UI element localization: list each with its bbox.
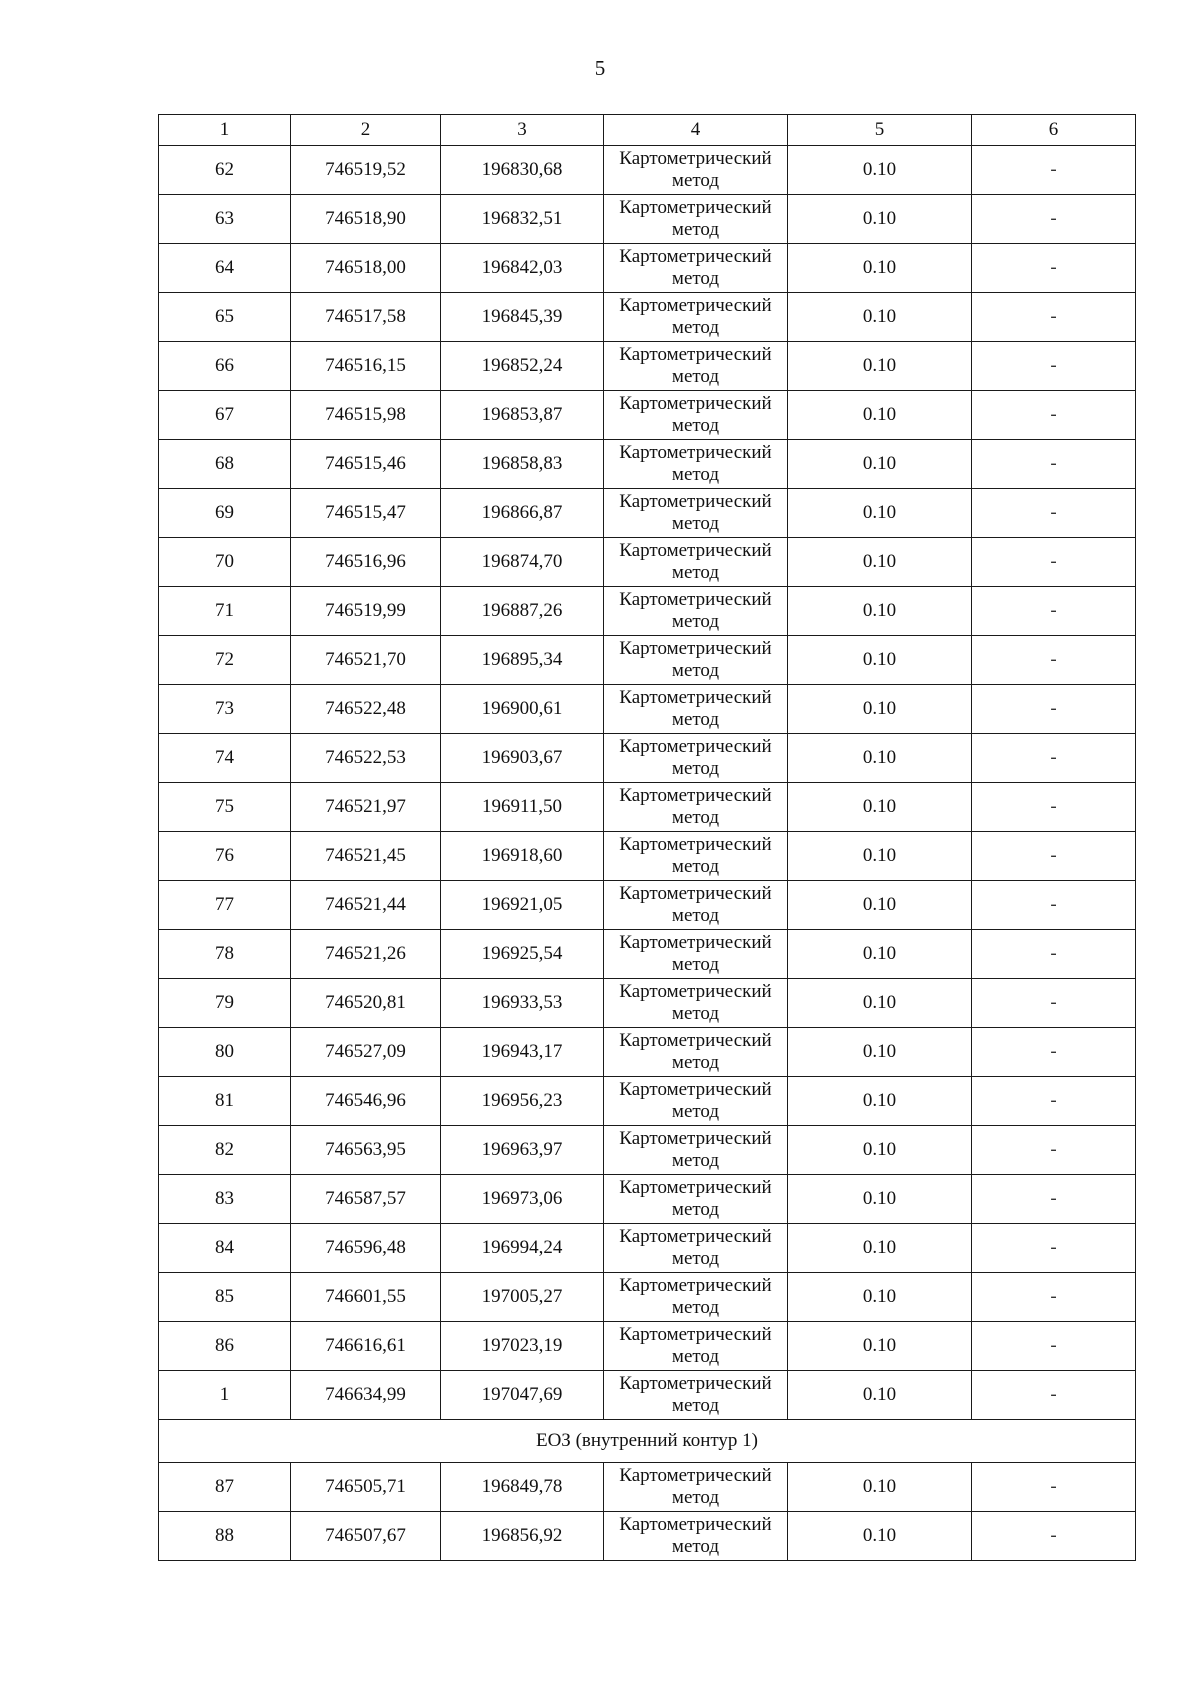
precision-cell: 0.10: [788, 440, 972, 489]
method-line-2: метод: [671, 268, 720, 289]
x-coordinate-cell: 746517,58: [291, 293, 441, 342]
point-number-cell: 78: [159, 930, 291, 979]
y-coordinate-cell: 196943,17: [441, 1028, 604, 1077]
table-row: [159, 1463, 1136, 1512]
precision-cell: 0.10: [788, 979, 972, 1028]
x-coordinate-cell: 746515,47: [291, 489, 441, 538]
method-line-1: Картометрический: [619, 1128, 772, 1149]
y-coordinate-cell: 196852,24: [441, 342, 604, 391]
precision-cell: 0.10: [788, 636, 972, 685]
method-cell: [604, 1077, 788, 1126]
method-line-1: Картометрический: [619, 785, 772, 806]
y-coordinate-cell: 196874,70: [441, 538, 604, 587]
point-number-cell: 68: [159, 440, 291, 489]
table-row: [159, 489, 1136, 538]
method-cell: [604, 1371, 788, 1420]
page-number: 5: [594, 56, 606, 80]
note-cell: -: [972, 881, 1136, 930]
y-coordinate-cell: 196832,51: [441, 195, 604, 244]
precision-cell: 0.10: [788, 1371, 972, 1420]
point-number-cell: 64: [159, 244, 291, 293]
precision-cell: 0.10: [788, 1224, 972, 1273]
point-number-cell: 76: [159, 832, 291, 881]
precision-cell: 0.10: [788, 1077, 972, 1126]
note-cell: -: [972, 1512, 1136, 1561]
x-coordinate-cell: 746546,96: [291, 1077, 441, 1126]
method-line-1: Картометрический: [619, 1079, 772, 1100]
table-row: [159, 1224, 1136, 1273]
y-coordinate-cell: 196933,53: [441, 979, 604, 1028]
note-cell: -: [972, 636, 1136, 685]
method-line-2: метод: [671, 709, 720, 730]
method-line-2: метод: [671, 1487, 720, 1508]
method-line-2: метод: [671, 611, 720, 632]
x-coordinate-cell: 746596,48: [291, 1224, 441, 1273]
precision-cell: 0.10: [788, 489, 972, 538]
note-cell: -: [972, 440, 1136, 489]
method-cell: [604, 1126, 788, 1175]
method-line-2: метод: [671, 317, 720, 338]
precision-cell: 0.10: [788, 1028, 972, 1077]
point-number-cell: 75: [159, 783, 291, 832]
method-line-2: метод: [671, 905, 720, 926]
y-coordinate-cell: 196887,26: [441, 587, 604, 636]
table-row: [159, 1322, 1136, 1371]
method-cell: [604, 1322, 788, 1371]
column-header: 5: [788, 115, 972, 146]
x-coordinate-cell: 746519,99: [291, 587, 441, 636]
method-line-1: Картометрический: [619, 1514, 772, 1535]
method-line-2: метод: [671, 1199, 720, 1220]
x-coordinate-cell: 746515,98: [291, 391, 441, 440]
point-number-cell: 84: [159, 1224, 291, 1273]
y-coordinate-cell: 196895,34: [441, 636, 604, 685]
precision-cell: 0.10: [788, 293, 972, 342]
table-row: [159, 930, 1136, 979]
column-header: 2: [291, 115, 441, 146]
method-line-1: Картометрический: [619, 540, 772, 561]
x-coordinate-cell: 746522,48: [291, 685, 441, 734]
table-row: [159, 195, 1136, 244]
method-line-1: Картометрический: [619, 1324, 772, 1345]
point-number-cell: 66: [159, 342, 291, 391]
method-cell: [604, 195, 788, 244]
point-number-cell: 80: [159, 1028, 291, 1077]
y-coordinate-cell: 196903,67: [441, 734, 604, 783]
y-coordinate-cell: 196856,92: [441, 1512, 604, 1561]
table-row: [159, 391, 1136, 440]
table-row: [159, 636, 1136, 685]
inner-rows: [159, 1463, 1136, 1561]
main-rows: [159, 146, 1136, 1420]
table-row: [159, 1175, 1136, 1224]
method-line-2: метод: [671, 1536, 720, 1557]
table-row: [159, 342, 1136, 391]
precision-cell: 0.10: [788, 538, 972, 587]
note-cell: -: [972, 832, 1136, 881]
precision-cell: 0.10: [788, 342, 972, 391]
point-number-cell: 70: [159, 538, 291, 587]
precision-cell: 0.10: [788, 832, 972, 881]
precision-cell: 0.10: [788, 195, 972, 244]
y-coordinate-cell: 196925,54: [441, 930, 604, 979]
method-cell: [604, 783, 788, 832]
method-line-2: метод: [671, 1297, 720, 1318]
section-row: [159, 1420, 1136, 1463]
table-row: [159, 538, 1136, 587]
method-line-2: метод: [671, 464, 720, 485]
method-line-2: метод: [671, 415, 720, 436]
table-row: [159, 1077, 1136, 1126]
note-cell: -: [972, 391, 1136, 440]
note-cell: -: [972, 783, 1136, 832]
table-row: [159, 979, 1136, 1028]
y-coordinate-cell: 196900,61: [441, 685, 604, 734]
precision-cell: 0.10: [788, 685, 972, 734]
method-line-1: Картометрический: [619, 442, 772, 463]
method-line-1: Картометрический: [619, 1177, 772, 1198]
method-line-2: метод: [671, 807, 720, 828]
precision-cell: 0.10: [788, 587, 972, 636]
method-cell: [604, 1273, 788, 1322]
point-number-cell: 73: [159, 685, 291, 734]
note-cell: -: [972, 342, 1136, 391]
x-coordinate-cell: 746616,61: [291, 1322, 441, 1371]
precision-cell: 0.10: [788, 1175, 972, 1224]
x-coordinate-cell: 746507,67: [291, 1512, 441, 1561]
method-cell: [604, 587, 788, 636]
method-cell: [604, 146, 788, 195]
method-line-2: метод: [671, 660, 720, 681]
precision-cell: 0.10: [788, 391, 972, 440]
x-coordinate-cell: 746505,71: [291, 1463, 441, 1512]
method-line-1: Картометрический: [619, 834, 772, 855]
precision-cell: 0.10: [788, 244, 972, 293]
method-line-1: Картометрический: [619, 148, 772, 169]
method-line-1: Картометрический: [619, 393, 772, 414]
method-line-2: метод: [671, 366, 720, 387]
point-number-cell: 82: [159, 1126, 291, 1175]
table-row: [159, 440, 1136, 489]
table-row: [159, 832, 1136, 881]
x-coordinate-cell: 746518,90: [291, 195, 441, 244]
note-cell: -: [972, 146, 1136, 195]
note-cell: -: [972, 1126, 1136, 1175]
precision-cell: 0.10: [788, 1512, 972, 1561]
method-cell: [604, 881, 788, 930]
y-coordinate-cell: 196911,50: [441, 783, 604, 832]
precision-cell: 0.10: [788, 1126, 972, 1175]
section-title: ЕОЗ (внутренний контур 1): [159, 1420, 1136, 1463]
y-coordinate-cell: 196973,06: [441, 1175, 604, 1224]
note-cell: -: [972, 538, 1136, 587]
note-cell: -: [972, 1463, 1136, 1512]
x-coordinate-cell: 746563,95: [291, 1126, 441, 1175]
method-line-1: Картометрический: [619, 197, 772, 218]
x-coordinate-cell: 746601,55: [291, 1273, 441, 1322]
point-number-cell: 88: [159, 1512, 291, 1561]
method-cell: [604, 930, 788, 979]
method-cell: [604, 979, 788, 1028]
x-coordinate-cell: 746522,53: [291, 734, 441, 783]
note-cell: -: [972, 244, 1136, 293]
point-number-cell: 85: [159, 1273, 291, 1322]
method-line-2: метод: [671, 1003, 720, 1024]
method-line-2: метод: [671, 1395, 720, 1416]
method-line-1: Картометрический: [619, 883, 772, 904]
method-cell: [604, 293, 788, 342]
note-cell: -: [972, 685, 1136, 734]
x-coordinate-cell: 746634,99: [291, 1371, 441, 1420]
method-line-1: Картометрический: [619, 589, 772, 610]
method-line-2: метод: [671, 219, 720, 240]
method-cell: [604, 685, 788, 734]
method-line-1: Картометрический: [619, 638, 772, 659]
point-number-cell: 71: [159, 587, 291, 636]
y-coordinate-cell: 197023,19: [441, 1322, 604, 1371]
table-row: [159, 293, 1136, 342]
coordinates-table: [158, 114, 1136, 1561]
method-line-1: Картометрический: [619, 932, 772, 953]
table-row: [159, 734, 1136, 783]
method-line-2: метод: [671, 562, 720, 583]
point-number-cell: 65: [159, 293, 291, 342]
y-coordinate-cell: 196858,83: [441, 440, 604, 489]
method-line-1: Картометрический: [619, 295, 772, 316]
point-number-cell: 1: [159, 1371, 291, 1420]
method-line-1: Картометрический: [619, 687, 772, 708]
method-line-2: метод: [671, 1101, 720, 1122]
note-cell: -: [972, 1273, 1136, 1322]
y-coordinate-cell: 197047,69: [441, 1371, 604, 1420]
point-number-cell: 67: [159, 391, 291, 440]
note-cell: -: [972, 979, 1136, 1028]
precision-cell: 0.10: [788, 1273, 972, 1322]
y-coordinate-cell: 196842,03: [441, 244, 604, 293]
method-cell: [604, 1224, 788, 1273]
point-number-cell: 86: [159, 1322, 291, 1371]
table-row: [159, 685, 1136, 734]
x-coordinate-cell: 746519,52: [291, 146, 441, 195]
x-coordinate-cell: 746521,97: [291, 783, 441, 832]
table-row: [159, 1371, 1136, 1420]
note-cell: -: [972, 587, 1136, 636]
y-coordinate-cell: 196994,24: [441, 1224, 604, 1273]
note-cell: -: [972, 1028, 1136, 1077]
table-row: [159, 1512, 1136, 1561]
method-line-2: метод: [671, 170, 720, 191]
method-line-2: метод: [671, 513, 720, 534]
table-row: [159, 1273, 1136, 1322]
point-number-cell: 62: [159, 146, 291, 195]
method-cell: [604, 1512, 788, 1561]
precision-cell: 0.10: [788, 881, 972, 930]
method-cell: [604, 489, 788, 538]
y-coordinate-cell: 196963,97: [441, 1126, 604, 1175]
table-row: [159, 783, 1136, 832]
y-coordinate-cell: 196853,87: [441, 391, 604, 440]
method-line-1: Картометрический: [619, 1226, 772, 1247]
x-coordinate-cell: 746587,57: [291, 1175, 441, 1224]
x-coordinate-cell: 746520,81: [291, 979, 441, 1028]
note-cell: -: [972, 489, 1136, 538]
x-coordinate-cell: 746521,45: [291, 832, 441, 881]
column-header: 4: [604, 115, 788, 146]
table-row: [159, 1028, 1136, 1077]
method-line-1: Картометрический: [619, 246, 772, 267]
method-cell: [604, 636, 788, 685]
method-line-2: метод: [671, 954, 720, 975]
method-line-1: Картометрический: [619, 1373, 772, 1394]
point-number-cell: 72: [159, 636, 291, 685]
method-line-1: Картометрический: [619, 1275, 772, 1296]
method-cell: [604, 1175, 788, 1224]
column-header: 3: [441, 115, 604, 146]
method-line-1: Картометрический: [619, 1465, 772, 1486]
column-header: 6: [972, 115, 1136, 146]
header-row: [159, 115, 1136, 146]
method-cell: [604, 832, 788, 881]
precision-cell: 0.10: [788, 146, 972, 195]
method-line-2: метод: [671, 856, 720, 877]
method-cell: [604, 391, 788, 440]
method-cell: [604, 440, 788, 489]
point-number-cell: 81: [159, 1077, 291, 1126]
column-header: 1: [159, 115, 291, 146]
note-cell: -: [972, 1175, 1136, 1224]
method-line-2: метод: [671, 1150, 720, 1171]
point-number-cell: 79: [159, 979, 291, 1028]
note-cell: -: [972, 734, 1136, 783]
note-cell: -: [972, 1322, 1136, 1371]
table-row: [159, 146, 1136, 195]
method-line-2: метод: [671, 1052, 720, 1073]
y-coordinate-cell: 196866,87: [441, 489, 604, 538]
table-row: [159, 244, 1136, 293]
y-coordinate-cell: 196845,39: [441, 293, 604, 342]
x-coordinate-cell: 746527,09: [291, 1028, 441, 1077]
x-coordinate-cell: 746521,44: [291, 881, 441, 930]
note-cell: -: [972, 1371, 1136, 1420]
note-cell: -: [972, 930, 1136, 979]
precision-cell: 0.10: [788, 930, 972, 979]
method-line-2: метод: [671, 1248, 720, 1269]
x-coordinate-cell: 746521,70: [291, 636, 441, 685]
y-coordinate-cell: 196849,78: [441, 1463, 604, 1512]
point-number-cell: 77: [159, 881, 291, 930]
y-coordinate-cell: 197005,27: [441, 1273, 604, 1322]
note-cell: -: [972, 1224, 1136, 1273]
method-line-2: метод: [671, 758, 720, 779]
precision-cell: 0.10: [788, 783, 972, 832]
method-line-1: Картометрический: [619, 491, 772, 512]
point-number-cell: 74: [159, 734, 291, 783]
point-number-cell: 63: [159, 195, 291, 244]
point-number-cell: 83: [159, 1175, 291, 1224]
x-coordinate-cell: 746516,96: [291, 538, 441, 587]
y-coordinate-cell: 196918,60: [441, 832, 604, 881]
point-number-cell: 87: [159, 1463, 291, 1512]
table-row: [159, 1126, 1136, 1175]
precision-cell: 0.10: [788, 734, 972, 783]
method-cell: [604, 342, 788, 391]
note-cell: -: [972, 293, 1136, 342]
x-coordinate-cell: 746521,26: [291, 930, 441, 979]
point-number-cell: 69: [159, 489, 291, 538]
x-coordinate-cell: 746516,15: [291, 342, 441, 391]
note-cell: -: [972, 195, 1136, 244]
method-cell: [604, 1463, 788, 1512]
precision-cell: 0.10: [788, 1322, 972, 1371]
table-row: [159, 587, 1136, 636]
y-coordinate-cell: 196956,23: [441, 1077, 604, 1126]
method-cell: [604, 734, 788, 783]
method-cell: [604, 1028, 788, 1077]
x-coordinate-cell: 746518,00: [291, 244, 441, 293]
note-cell: -: [972, 1077, 1136, 1126]
y-coordinate-cell: 196921,05: [441, 881, 604, 930]
method-cell: [604, 244, 788, 293]
method-line-1: Картометрический: [619, 1030, 772, 1051]
table-row: [159, 881, 1136, 930]
method-line-1: Картометрический: [619, 981, 772, 1002]
x-coordinate-cell: 746515,46: [291, 440, 441, 489]
section-block: [159, 1420, 1136, 1463]
method-line-1: Картометрический: [619, 736, 772, 757]
method-cell: [604, 538, 788, 587]
y-coordinate-cell: 196830,68: [441, 146, 604, 195]
method-line-1: Картометрический: [619, 344, 772, 365]
method-line-2: метод: [671, 1346, 720, 1367]
precision-cell: 0.10: [788, 1463, 972, 1512]
